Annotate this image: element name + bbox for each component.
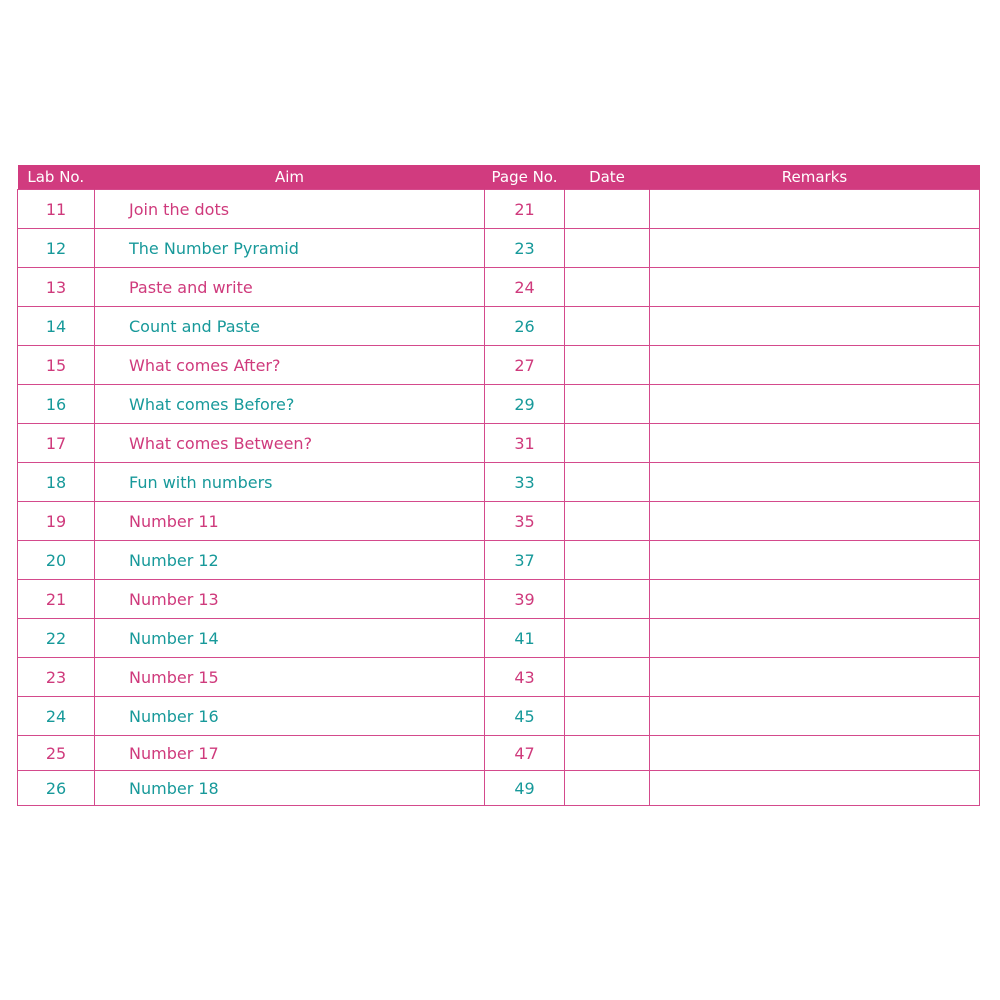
lab-no-cell: 15 [18, 346, 95, 385]
page-no-cell: 43 [485, 658, 565, 697]
page-no-cell: 47 [485, 736, 565, 771]
table-header [18, 165, 980, 190]
table-row [18, 541, 980, 580]
page-no-cell: 27 [485, 346, 565, 385]
remarks-cell[interactable] [650, 424, 980, 463]
lab-no-cell: 21 [18, 580, 95, 619]
remarks-cell[interactable] [650, 541, 980, 580]
remarks-cell[interactable] [650, 346, 980, 385]
page-no-cell: 31 [485, 424, 565, 463]
table-body [18, 190, 980, 806]
table-row [18, 346, 980, 385]
page-no-cell: 26 [485, 307, 565, 346]
aim-cell: Join the dots [95, 190, 485, 229]
lab-no-cell: 26 [18, 771, 95, 806]
date-cell[interactable] [565, 346, 650, 385]
date-cell[interactable] [565, 541, 650, 580]
page-no-cell: 21 [485, 190, 565, 229]
page-no-cell: 35 [485, 502, 565, 541]
table-row [18, 736, 980, 771]
lab-no-cell: 11 [18, 190, 95, 229]
remarks-cell[interactable] [650, 580, 980, 619]
header-page-no: Page No. [485, 165, 565, 190]
date-cell[interactable] [565, 307, 650, 346]
page-no-cell: 39 [485, 580, 565, 619]
date-cell[interactable] [565, 502, 650, 541]
lab-no-cell: 14 [18, 307, 95, 346]
aim-cell: What comes Before? [95, 385, 485, 424]
aim-cell: Fun with numbers [95, 463, 485, 502]
table-row [18, 229, 980, 268]
remarks-cell[interactable] [650, 619, 980, 658]
date-cell[interactable] [565, 697, 650, 736]
aim-cell: Count and Paste [95, 307, 485, 346]
lab-no-cell: 22 [18, 619, 95, 658]
page-no-cell: 45 [485, 697, 565, 736]
remarks-cell[interactable] [650, 307, 980, 346]
table-row [18, 771, 980, 806]
table-row [18, 580, 980, 619]
date-cell[interactable] [565, 580, 650, 619]
page-no-cell: 33 [485, 463, 565, 502]
date-cell[interactable] [565, 658, 650, 697]
date-cell[interactable] [565, 229, 650, 268]
table-row [18, 502, 980, 541]
remarks-cell[interactable] [650, 268, 980, 307]
lab-no-cell: 17 [18, 424, 95, 463]
remarks-cell[interactable] [650, 190, 980, 229]
table-row [18, 307, 980, 346]
lab-no-cell: 24 [18, 697, 95, 736]
lab-no-cell: 18 [18, 463, 95, 502]
aim-cell: Number 14 [95, 619, 485, 658]
aim-cell: The Number Pyramid [95, 229, 485, 268]
page-no-cell: 24 [485, 268, 565, 307]
header-aim: Aim [95, 165, 485, 190]
lab-no-cell: 23 [18, 658, 95, 697]
aim-cell: What comes Between? [95, 424, 485, 463]
lab-no-cell: 16 [18, 385, 95, 424]
table-row [18, 385, 980, 424]
date-cell[interactable] [565, 736, 650, 771]
lab-no-cell: 12 [18, 229, 95, 268]
remarks-cell[interactable] [650, 385, 980, 424]
aim-cell: Number 17 [95, 736, 485, 771]
date-cell[interactable] [565, 190, 650, 229]
page-no-cell: 29 [485, 385, 565, 424]
table-row [18, 619, 980, 658]
lab-record-table [17, 165, 980, 806]
header-row [18, 165, 980, 190]
aim-cell: What comes After? [95, 346, 485, 385]
aim-cell: Number 15 [95, 658, 485, 697]
date-cell[interactable] [565, 268, 650, 307]
aim-cell: Number 13 [95, 580, 485, 619]
header-lab-no: Lab No. [18, 165, 95, 190]
date-cell[interactable] [565, 424, 650, 463]
remarks-cell[interactable] [650, 771, 980, 806]
table-row [18, 424, 980, 463]
table-row [18, 463, 980, 502]
aim-cell: Number 11 [95, 502, 485, 541]
page-no-cell: 49 [485, 771, 565, 806]
table-row [18, 658, 980, 697]
aim-cell: Number 18 [95, 771, 485, 806]
header-date: Date [565, 165, 650, 190]
remarks-cell[interactable] [650, 463, 980, 502]
lab-no-cell: 20 [18, 541, 95, 580]
remarks-cell[interactable] [650, 229, 980, 268]
lab-no-cell: 13 [18, 268, 95, 307]
table-row [18, 697, 980, 736]
remarks-cell[interactable] [650, 658, 980, 697]
remarks-cell[interactable] [650, 502, 980, 541]
date-cell[interactable] [565, 385, 650, 424]
lab-no-cell: 19 [18, 502, 95, 541]
page-no-cell: 41 [485, 619, 565, 658]
page-no-cell: 37 [485, 541, 565, 580]
table-row [18, 268, 980, 307]
aim-cell: Paste and write [95, 268, 485, 307]
remarks-cell[interactable] [650, 736, 980, 771]
table-row [18, 190, 980, 229]
aim-cell: Number 12 [95, 541, 485, 580]
lab-no-cell: 25 [18, 736, 95, 771]
aim-cell: Number 16 [95, 697, 485, 736]
date-cell[interactable] [565, 771, 650, 806]
page-no-cell: 23 [485, 229, 565, 268]
header-remarks: Remarks [650, 165, 980, 190]
date-cell[interactable] [565, 463, 650, 502]
remarks-cell[interactable] [650, 697, 980, 736]
date-cell[interactable] [565, 619, 650, 658]
